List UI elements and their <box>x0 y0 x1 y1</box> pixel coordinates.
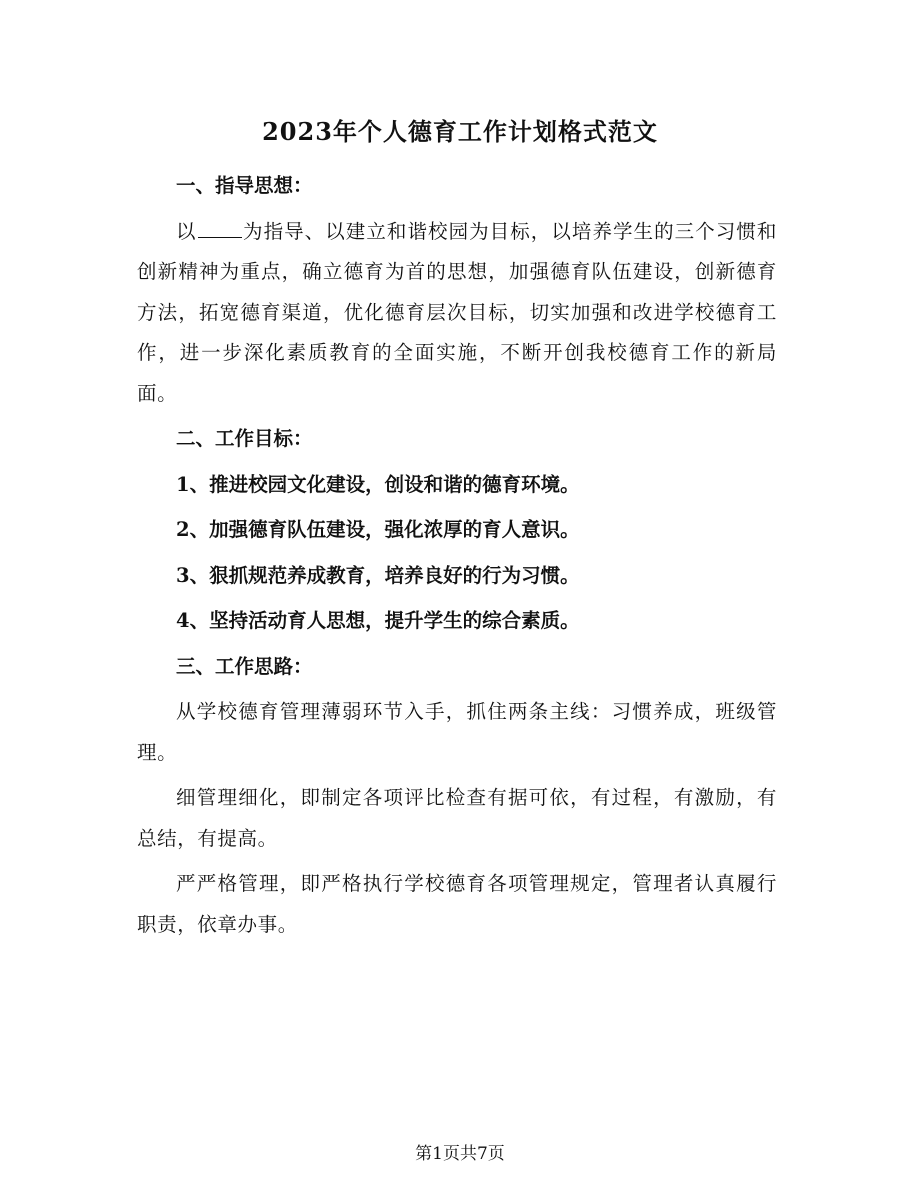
section-heading-work-approach: 三、工作思路： <box>176 654 313 678</box>
work-approach-paragraph: 细管理细化，即制定各项评比检查有据可依，有过程，有激励，有总结，有提高。 <box>137 786 777 850</box>
goal-item: 4、坚持活动育人思想，提升学生的综合素质。 <box>176 609 580 632</box>
section-heading-guiding-ideology: 一、指导思想： <box>176 174 313 197</box>
fill-in-blank <box>198 215 242 238</box>
section-heading-work-goals: 二、工作目标： <box>176 427 313 450</box>
work-approach-paragraph: 从学校德育管理薄弱环节入手，抓住两条主线：习惯养成，班级管理。 <box>137 700 777 764</box>
goal-item: 2、加强德育队伍建设，强化浓厚的育人意识。 <box>176 518 580 541</box>
goal-item: 3、狠抓规范养成教育，培养良好的行为习惯。 <box>176 563 580 587</box>
paragraph-text-start: 以 <box>176 219 197 243</box>
goal-item: 1、推进校园文化建设，创设和谐的德育环境。 <box>176 472 580 496</box>
document-title: 2023年个人德育工作计划格式范文 <box>262 117 658 146</box>
work-approach-paragraph: 严严格管理，即严格执行学校德育各项管理规定，管理者认真履行职责，依章办事。 <box>137 872 777 936</box>
document-body <box>137 166 777 950</box>
page-number-footer: 第1页共7页 <box>415 1144 505 1164</box>
guiding-ideology-paragraph <box>137 212 777 415</box>
paragraph-text-rest: 为指导、以建立和谐校园为目标，以培养学生的三个习惯和创新精神为重点，确立德育为首的思想，加强德育队伍建设，创新德育方法，拓宽德育渠道，优化德育层次目标，切实加强和改进学校德育工作，进一步深化素质教育的全面实施，不断开创我校德育工作的新局面。 <box>137 219 777 405</box>
